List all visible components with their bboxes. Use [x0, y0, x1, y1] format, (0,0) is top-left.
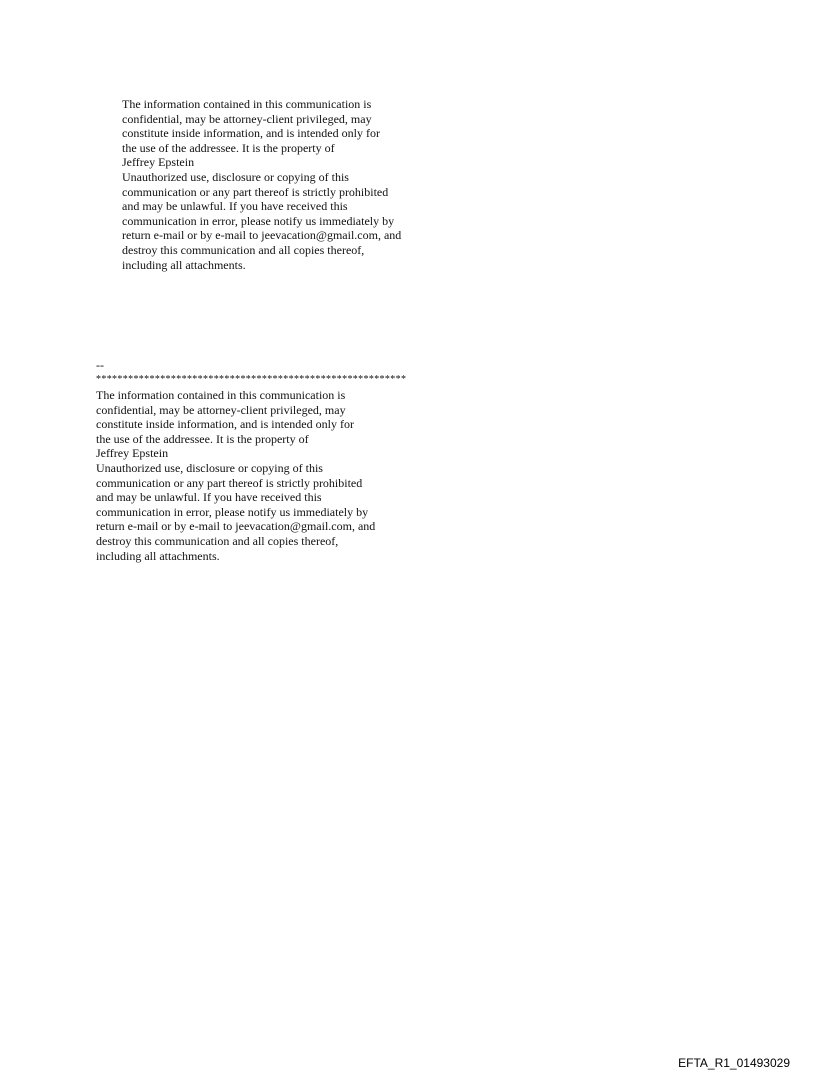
- disclaimer-line: including all attachments.: [122, 257, 246, 272]
- disclaimer-line: destroy this communication and all copies thereof,: [122, 242, 365, 257]
- separator-stars: **********************************************************: [96, 373, 407, 385]
- confidentiality-disclaimer: [96, 388, 375, 563]
- disclaimer-line: destroy this communication and all copies thereof,: [96, 533, 339, 548]
- disclaimer-line: The information contained in this communication is: [122, 97, 372, 111]
- disclaimer-line: communication or any part thereof is strictly prohibited: [122, 184, 389, 199]
- disclaimer-line: confidential, may be attorney-client privileged, may: [96, 402, 346, 417]
- disclaimer-line: constitute inside information, and is intended only for: [96, 417, 354, 432]
- disclaimer-line: Jeffrey Epstein: [96, 446, 169, 461]
- signature-separator: [96, 358, 406, 387]
- disclaimer-line: the use of the addressee. It is the property of: [122, 140, 335, 155]
- disclaimer-line: including all attachments.: [96, 548, 220, 563]
- document-id-stamp: EFTA_R1_01493029: [678, 1056, 790, 1070]
- disclaimer-line: Unauthorized use, disclosure or copying of this: [96, 460, 323, 475]
- disclaimer-line: and may be unlawful. If you have received this: [122, 199, 348, 214]
- disclaimer-line: communication in error, please notify us immediately by: [96, 504, 369, 519]
- separator-dashes: --: [96, 358, 104, 372]
- quoted-confidentiality-disclaimer: [122, 97, 401, 272]
- disclaimer-line: return e-mail or by e-mail to jeevacation@gmail.com, and: [96, 519, 376, 534]
- disclaimer-line: and may be unlawful. If you have received this: [96, 490, 322, 505]
- disclaimer-line: Unauthorized use, disclosure or copying of this: [122, 169, 349, 184]
- disclaimer-line: The information contained in this communication is: [96, 388, 346, 402]
- disclaimer-line: communication or any part thereof is strictly prohibited: [96, 475, 363, 490]
- disclaimer-line: Jeffrey Epstein: [122, 155, 195, 170]
- disclaimer-line: communication in error, please notify us immediately by: [122, 213, 395, 228]
- disclaimer-line: constitute inside information, and is intended only for: [122, 126, 380, 141]
- disclaimer-line: the use of the addressee. It is the property of: [96, 431, 309, 446]
- disclaimer-line: return e-mail or by e-mail to jeevacation@gmail.com, and: [122, 228, 402, 243]
- disclaimer-line: confidential, may be attorney-client privileged, may: [122, 111, 372, 126]
